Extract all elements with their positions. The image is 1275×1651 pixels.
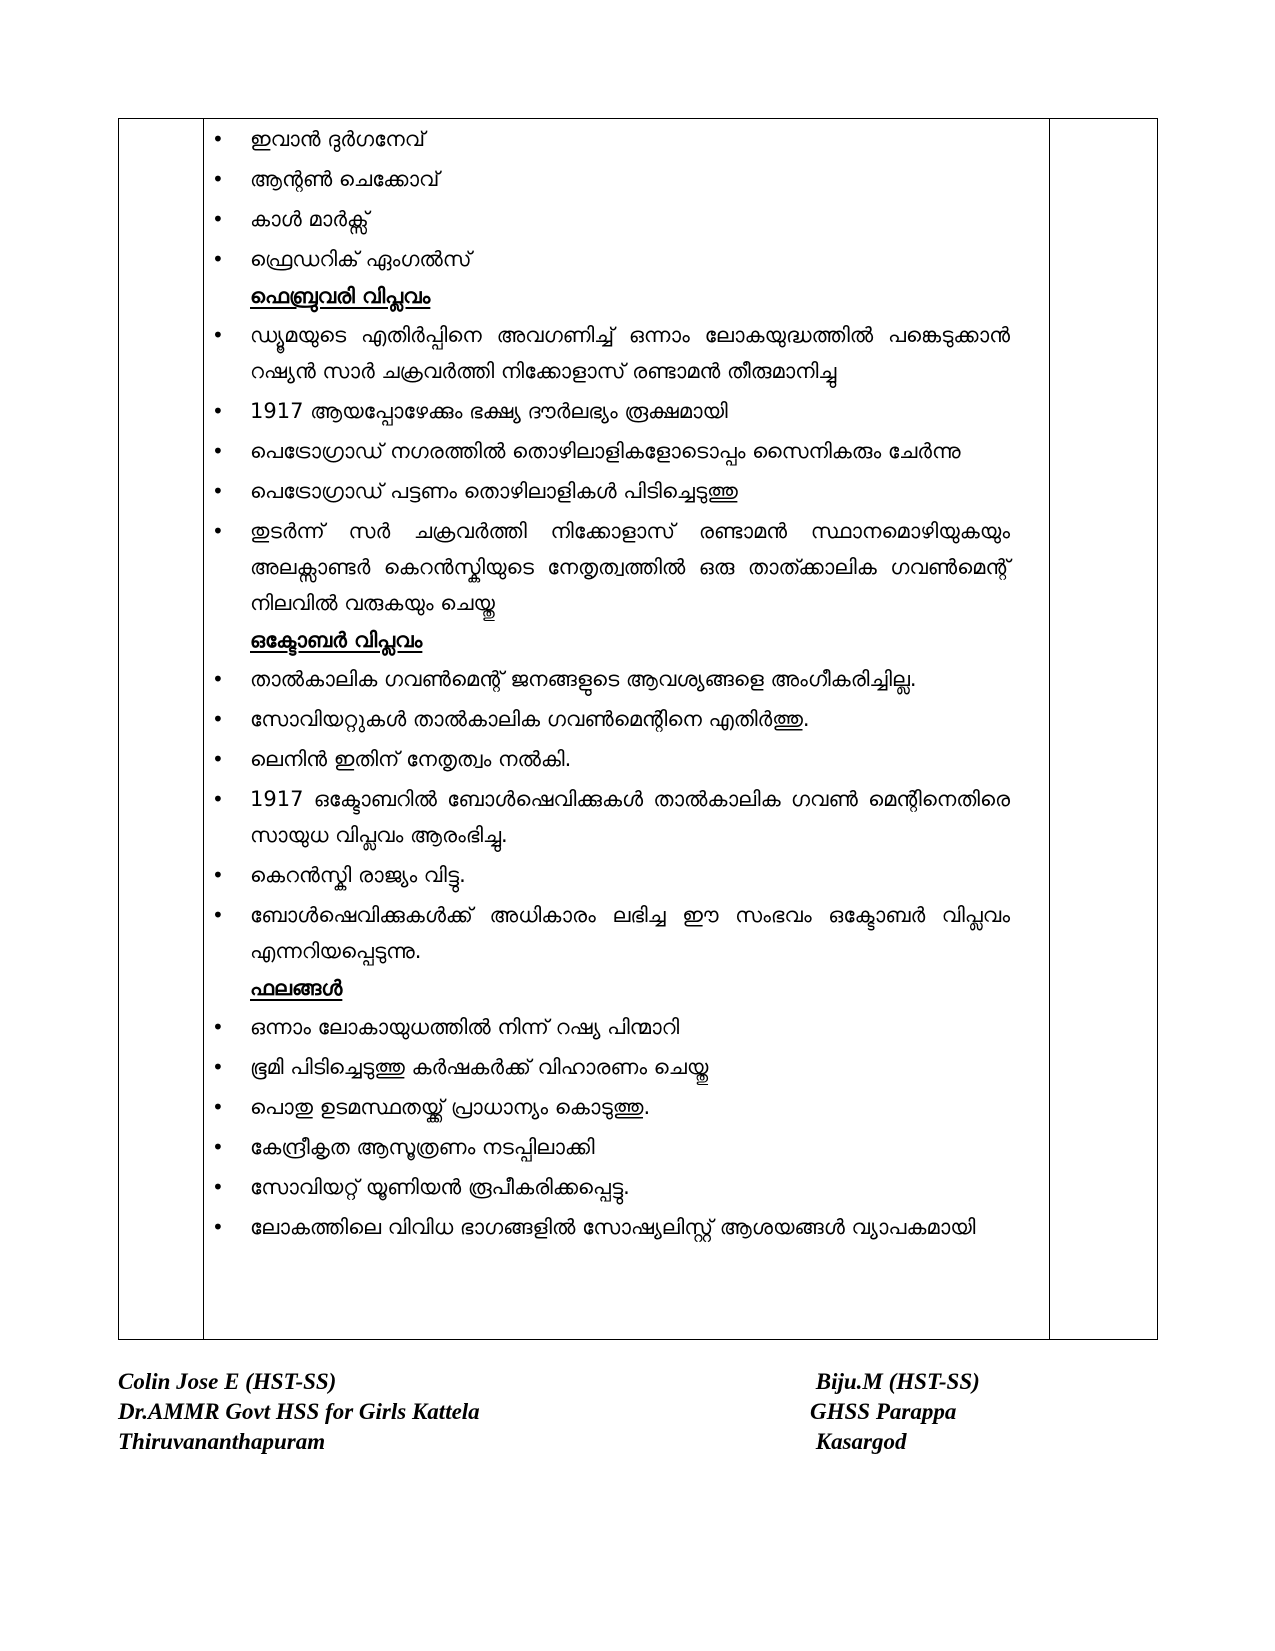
list-item: • ഭൂമി പിടിച്ചെടുത്തു കർഷകർക്ക് വിഹാരണം ചെയ്തു <box>250 1049 1010 1085</box>
list-item: • സോവിയറ്റുകൾ താൽകാലിക ഗവൺമെന്റിനെ എതിർത്തു. <box>250 701 1010 737</box>
list-item: • കാൾ മാർക്സ് <box>250 201 1010 237</box>
list-item: • താൽകാലിക ഗവൺമെന്റ് ജനങ്ങളുടെ ആവശ്യങ്ങളെ അംഗീകരിച്ചില്ല. <box>250 661 1010 697</box>
author-place: Thiruvananthapuram <box>118 1429 326 1454</box>
list-item: • ആന്റൺ ചെക്കോവ് <box>250 161 1010 197</box>
author-name: Colin Jose E (HST-SS) <box>118 1369 337 1394</box>
bullet-icon: • <box>212 439 224 463</box>
author-school: GHSS Parappa <box>810 1399 957 1424</box>
list-item: • ലെനിൻ ഇതിന് നേതൃത്വം നൽകി. <box>250 741 1010 777</box>
bullet-icon: • <box>212 519 224 543</box>
column-divider-left <box>203 119 204 1339</box>
bullet-icon: • <box>212 207 224 231</box>
bullet-icon: • <box>212 167 224 191</box>
list-item: • പെട്രോഗ്രാഡ് പട്ടണം തൊഴിലാളികൾ പിടിച്ചെടുത്തു <box>250 473 1010 509</box>
content-cell <box>212 121 1010 1249</box>
list-item: • പൊതു ഉടമസ്ഥതയ്ക്ക് പ്രാധാന്യം കൊടുത്തു. <box>250 1089 1010 1125</box>
list-item: • 1917 ആയപ്പോഴേക്കും ഭക്ഷ്യ ദൗർലഭ്യം രൂക്ഷമായി <box>250 393 1010 429</box>
list-item: • തുടർന്ന് സർ ചക്രവർത്തി നിക്കോളാസ് രണ്ടാമൻ സ്ഥാനമൊഴിയുകയും അലക്സാണ്ടർ കെറൻസ്കിയുടെ നേതൃത്വത്തിൽ ഒരു താത്ക്കാലിക ഗവൺമെന്റ് നിലവിൽ വരുകയും ചെയ്തു <box>250 513 1010 621</box>
bullet-icon: • <box>212 479 224 503</box>
bullet-icon: • <box>212 787 224 811</box>
bullet-icon: • <box>212 903 224 927</box>
author-name: Biju.M (HST-SS) <box>810 1369 980 1394</box>
list-item: • ഫ്രെഡറിക് ഏംഗൽസ് <box>250 241 1010 277</box>
list-item: • കേന്ദ്രീകൃത ആസൂത്രണം നടപ്പിലാക്കി <box>250 1129 1010 1165</box>
section-heading-february-revolution: ഫെബ്രുവരി വിപ്ലവം <box>250 284 431 308</box>
bullet-icon: • <box>212 127 224 151</box>
section-heading-results: ഫലങ്ങൾ <box>250 976 343 1000</box>
bullet-icon: • <box>212 863 224 887</box>
bullet-icon: • <box>212 1175 224 1199</box>
bullet-icon: • <box>212 1135 224 1159</box>
content-table <box>118 118 1158 1340</box>
bullet-icon: • <box>212 747 224 771</box>
list-item: • സോവിയറ്റ് യൂണിയൻ രൂപീകരിക്കപ്പെട്ടു. <box>250 1169 1010 1205</box>
bullet-icon: • <box>212 247 224 271</box>
bullet-icon: • <box>212 1055 224 1079</box>
list-item: • ഡ്യൂമയുടെ എതിർപ്പിനെ അവഗണിച്ച് ഒന്നാം ലോകയുദ്ധത്തിൽ പങ്കെടുക്കാൻ റഷ്യൻ സാർ ചക്രവർത്തി നിക്കോളാസ് രണ്ടാമൻ തീരുമാനിച്ചു <box>250 317 1010 389</box>
footer-author-right <box>810 1367 980 1457</box>
bullet-icon: • <box>212 399 224 423</box>
footer-author-left <box>118 1367 480 1457</box>
bullet-icon: • <box>212 1015 224 1039</box>
bullet-icon: • <box>212 323 224 347</box>
section-heading-october-revolution: ഒക്ടോബർ വിപ്ലവം <box>250 628 423 652</box>
list-item: • പെട്രോഗ്രാഡ് നഗരത്തിൽ തൊഴിലാളികളോടൊപ്പം സൈനികരും ചേർന്നു <box>250 433 1010 469</box>
list-item: • ബോൾഷെവിക്കുകൾക്ക് അധികാരം ലഭിച്ച ഈ സംഭവം ഒക്ടോബർ വിപ്ലവം എന്നറിയപ്പെടുന്നു. <box>250 897 1010 969</box>
column-divider-right <box>1049 119 1050 1339</box>
author-school: Dr.AMMR Govt HSS for Girls Kattela <box>118 1399 480 1424</box>
bullet-icon: • <box>212 667 224 691</box>
bullet-icon: • <box>212 707 224 731</box>
list-item: • ഒന്നാം ലോകായുധത്തിൽ നിന്ന് റഷ്യ പിന്മാറി <box>250 1009 1010 1045</box>
list-item: • ഇവാൻ ദുർഗനേവ് <box>250 121 1010 157</box>
bullet-icon: • <box>212 1215 224 1239</box>
list-item: • 1917 ഒക്ടോബറിൽ ബോൾഷെവിക്കുകൾ താൽകാലിക ഗവൺ മെന്റിനെതിരെ സായുധ വിപ്ലവം ആരംഭിച്ചു. <box>250 781 1010 853</box>
list-item: • കെറൻസ്കി രാജ്യം വിട്ടു. <box>250 857 1010 893</box>
bullet-icon: • <box>212 1095 224 1119</box>
list-item: • ലോകത്തിലെ വിവിധ ഭാഗങ്ങളിൽ സോഷ്യലിസ്റ്റ് ആശയങ്ങൾ വ്യാപകമായി <box>250 1209 1010 1245</box>
author-place: Kasargod <box>810 1429 907 1454</box>
